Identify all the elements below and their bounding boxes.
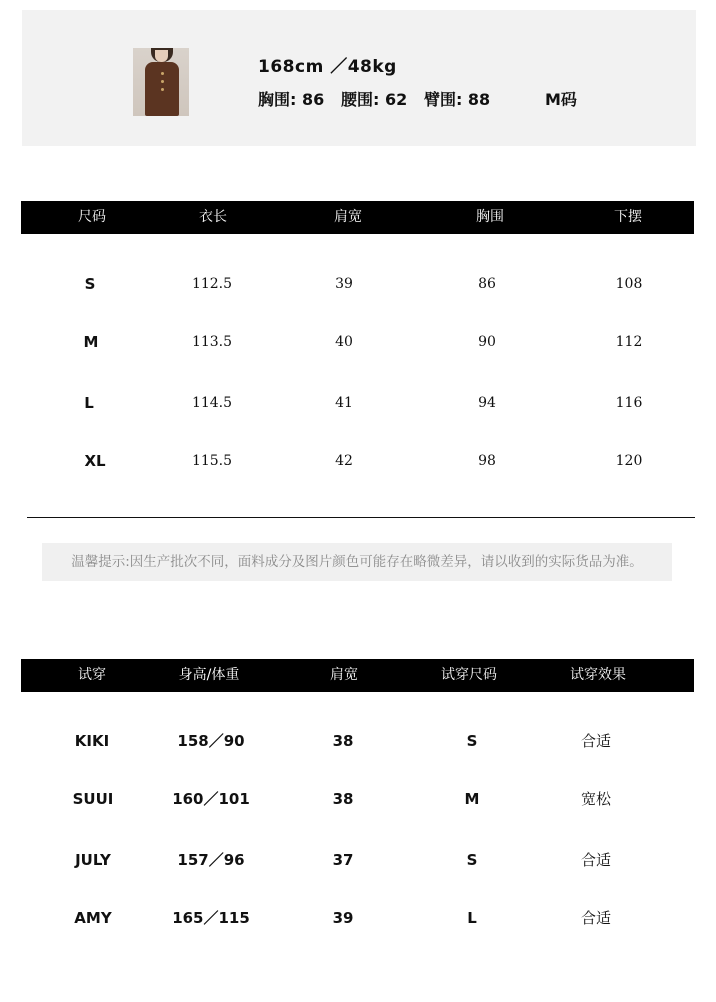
tryon-effect-cell: 合适	[580, 909, 612, 927]
notice-banner: 温馨提示:因生产批次不同，面料成分及图片颜色可能存在略微差异，请以收到的实际货品为准。	[42, 543, 672, 581]
length-cell: 112.5	[191, 276, 233, 292]
size-cell: S	[84, 275, 96, 293]
model-face-shape	[155, 50, 168, 62]
hem-cell: 112	[615, 334, 643, 350]
tryon-hw-cell: 158／90	[177, 732, 245, 750]
size-header-hem: 下摆	[614, 209, 642, 225]
tryon-size-cell: S	[466, 851, 478, 869]
tryon-row	[0, 848, 716, 872]
size-row	[0, 272, 716, 296]
size-header-length: 衣长	[199, 209, 227, 225]
length-cell: 114.5	[191, 395, 233, 411]
tryon-effect-cell: 合适	[580, 732, 612, 750]
shoulder-cell: 39	[335, 276, 353, 292]
tryon-header-size: 试穿尺码	[441, 667, 497, 683]
tryon-hw-cell: 165／115	[172, 909, 250, 927]
tryon-row	[0, 729, 716, 753]
tryon-name-cell: AMY	[74, 909, 112, 927]
tryon-shoulder-cell: 38	[332, 732, 354, 750]
size-header-size: 尺码	[78, 209, 106, 225]
shoulder-cell: 40	[335, 334, 353, 350]
size-table-header	[21, 201, 694, 234]
tryon-name-cell: KIKI	[74, 732, 110, 750]
tryon-size-cell: S	[466, 732, 478, 750]
tryon-size-cell: M	[464, 790, 480, 808]
hem-cell: 116	[615, 395, 643, 411]
size-cell: L	[84, 394, 94, 412]
length-cell: 115.5	[191, 453, 233, 469]
bust-cell: 86	[478, 276, 496, 292]
size-header-shoulder: 肩宽	[334, 209, 362, 225]
tryon-table-header	[21, 659, 694, 692]
tryon-header-height-weight: 身高/体重	[178, 667, 240, 683]
bust-cell: 98	[478, 453, 496, 469]
model-measurements	[258, 87, 490, 110]
tryon-row	[0, 787, 716, 811]
tryon-hw-cell: 160／101	[172, 790, 250, 808]
shoulder-cell: 42	[335, 453, 353, 469]
bust-cell: 90	[478, 334, 496, 350]
bust-cell: 94	[478, 395, 496, 411]
tryon-effect-cell: 宽松	[580, 790, 612, 808]
model-size: M码	[545, 90, 577, 109]
tryon-hw-cell: 157／96	[177, 851, 245, 869]
model-info-card	[22, 10, 696, 146]
tryon-header-shoulder: 肩宽	[330, 667, 358, 683]
tryon-header-model: 试穿	[78, 667, 106, 683]
dress-button-dot	[161, 88, 164, 91]
tryon-header-effect: 试穿效果	[570, 667, 626, 683]
model-waist: 腰围: 62	[340, 90, 408, 109]
tryon-shoulder-cell: 37	[332, 851, 354, 869]
size-cell: M	[83, 333, 99, 351]
tryon-row	[0, 906, 716, 930]
hem-cell: 108	[615, 276, 643, 292]
length-cell: 113.5	[191, 334, 233, 350]
tryon-shoulder-cell: 38	[332, 790, 354, 808]
hem-cell: 120	[615, 453, 643, 469]
tryon-name-cell: SUUI	[72, 790, 114, 808]
tryon-name-cell: JULY	[75, 851, 111, 869]
tryon-shoulder-cell: 39	[332, 909, 354, 927]
section-divider	[27, 517, 695, 518]
size-header-bust: 胸围	[476, 209, 504, 225]
size-row	[0, 449, 716, 473]
size-row	[0, 330, 716, 354]
model-bust: 胸围: 86	[258, 90, 325, 109]
model-height-weight: 168cm ／48kg	[258, 57, 397, 77]
model-photo	[133, 48, 189, 116]
dress-button-dot	[161, 72, 164, 75]
shoulder-cell: 41	[335, 395, 353, 411]
dress-button-dot	[161, 80, 164, 83]
size-cell: XL	[84, 452, 106, 470]
tryon-size-cell: L	[467, 909, 477, 927]
model-arm: 臂围: 88	[423, 90, 491, 109]
size-row	[0, 391, 716, 415]
tryon-effect-cell: 合适	[580, 851, 612, 869]
